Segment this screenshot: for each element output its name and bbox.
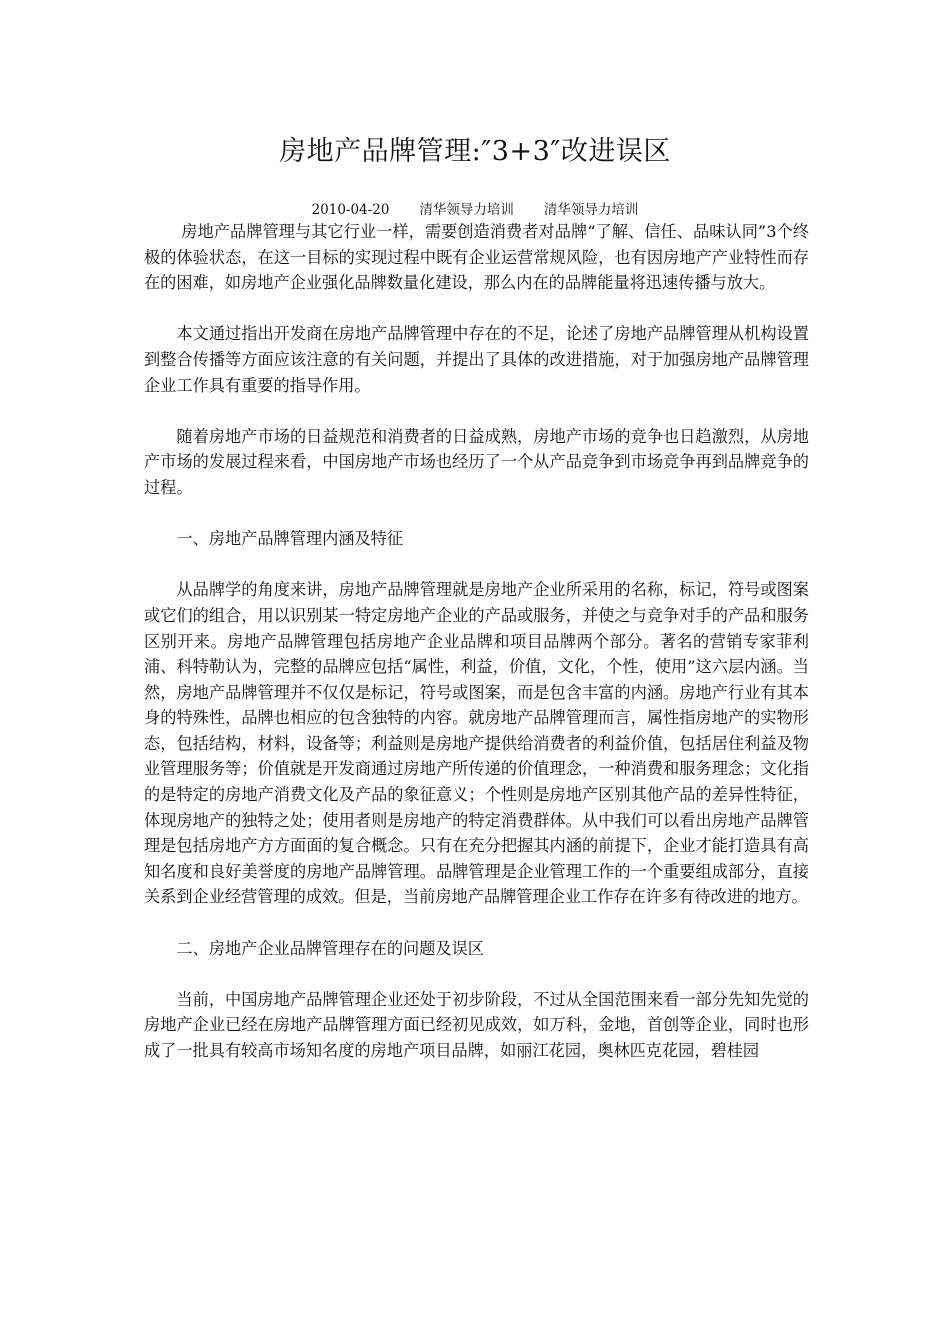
section-heading-1: 一、房地产品牌管理内涵及特征	[176, 529, 404, 549]
document-meta	[0, 200, 950, 220]
paragraph-background: 随着房地产市场的日益规范和消费者的日益成熟，房地产市场的竞争也日趋激烈，从房地产市场的发展过程来看，中国房地产市场也经历了一个从产品竞争到市场竞争再到品牌竞争的过程。	[144, 426, 809, 497]
paragraph-intro: 房地产品牌管理与其它行业一样，需要创造消费者对品牌“了解、信任、品味认同”3个终极的体验状态，在这一目标的实现过程中既有企业运营常规风险，也有因房地产产业特性而存在的困难，如房地产企业强化品牌数量化建设，那么内在的品牌能量将迅速传播与放大。	[144, 222, 809, 293]
paragraph-abstract: 本文通过指出开发商在房地产品牌管理中存在的不足，论述了房地产品牌管理从机构设置到整合传播等方面应该注意的有关问题，并提出了具体的改进措施，对于加强房地产品牌管理企业工作具有重要的指导作用。	[144, 324, 809, 395]
paragraph-section-1: 从品牌学的角度来讲，房地产品牌管理就是房地产企业所采用的名称，标记，符号或图案或它们的组合，用以识别某一特定房地产企业的产品或服务，并使之与竞争对手的产品和服务区别开来。房地产品牌管理包括房地产企业品牌和项目品牌两个部分。著名的营销专家菲利浦、科特勒认为，完整的品牌应包括“属性，利益，价值，文化，个性，使用”这六层内涵。当然，房地产品牌管理并不仅仅是标记，符号或图案，而是包含丰富的内涵。房地产行业有其本身的特殊性，品牌也相应的包含独特的内容。就房地产品牌管理而言，属性指房地产的实物形态，包括结构，材料，设备等；利益则是房地产提供给消费者的利益价值，包括居住利益及物业管理服务等；价值就是开发商通过房地产所传递的价值理念，一种消费和服务理念；文化指的是特定的房地产消费文化及产品的象征意义；个性则是房地产区别其他产品的差异性特征，体现房地产的独特之处；使用者则是房地产的特定消费群体。从中我们可以看出房地产品牌管理是包括房地产方方面面的复合概念。只有在充分把握其内涵的前提下，企业才能打造具有高知名度和良好美誉度的房地产品牌管理。品牌管理是企业管理工作的一个重要组成部分，直接关系到企业经营管理的成效。但是，当前房地产品牌管理企业工作存在许多有待改进的地方。	[144, 580, 809, 907]
source-name: 清华领导力培训	[419, 202, 514, 218]
section-heading-2: 二、房地产企业品牌管理存在的问题及误区	[176, 938, 484, 958]
document-title: 房地产品牌管理:″3+3″改进误区	[279, 136, 671, 167]
document-body	[144, 219, 809, 1064]
publish-date: 2010-04-20	[311, 202, 390, 218]
author-name: 清华领导力培训	[543, 202, 639, 218]
paragraph-section-2: 当前，中国房地产品牌管理企业还处于初步阶段，不过从全国范围来看一部分先知先觉的房地产企业已经在房地产品牌管理方面已经初见成效，如万科，金地，首创等企业，同时也形成了一批具有较高市场知名度的房地产项目品牌，如丽江花园，奥林匹克花园，碧桂园	[144, 989, 809, 1060]
